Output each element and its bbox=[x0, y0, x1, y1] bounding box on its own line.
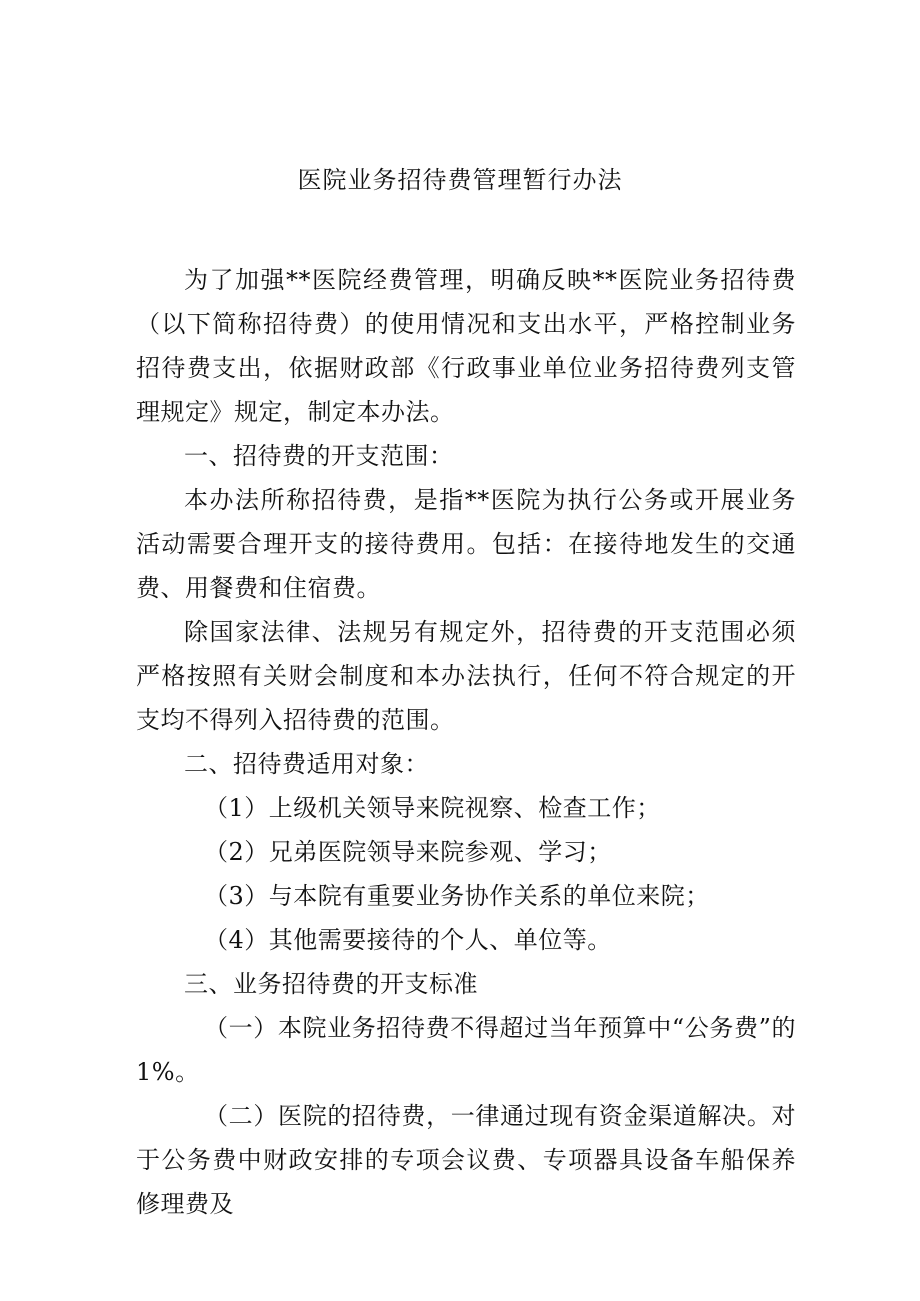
section-1-paragraph-2: 除国家法律、法规另有规定外，招待费的开支范围必须严格按照有关财会制度和本办法执行，任何不符合规定的开支均不得列入招待费的范围。 bbox=[136, 618, 796, 734]
section-1-paragraph-1: 本办法所称招待费，是指**医院为执行公务或开展业务活动需要合理开支的接待费用。包括：在接待地发生的交通费、用餐费和住宿费。 bbox=[136, 486, 796, 602]
section-3-item-1: （一）本院业务招待费不得超过当年预算中“公务费”的1%。 bbox=[136, 1014, 796, 1086]
section-2-item-4: （4）其他需要接待的个人、单位等。 bbox=[204, 926, 612, 954]
section-2-item-1: （1）上级机关领导来院视察、检查工作； bbox=[204, 794, 661, 822]
section-1-heading: 一、招待费的开支范围： bbox=[184, 442, 454, 470]
section-3-item-2: （二）医院的招待费，一律通过现有资金渠道解决。对于公务费中财政安排的专项会议费、专项器具设备车船保养修理费及 bbox=[136, 1102, 796, 1218]
section-3-heading: 三、业务招待费的开支标准 bbox=[184, 970, 478, 998]
document-title: 医院业务招待费管理暂行办法 bbox=[297, 166, 623, 194]
document-body bbox=[136, 258, 796, 1226]
section-2-item-3: （3）与本院有重要业务协作关系的单位来院； bbox=[204, 882, 710, 910]
intro-paragraph: 为了加强**医院经费管理，明确反映**医院业务招待费（以下简称招待费）的使用情况和支出水平，严格控制业务招待费支出，依据财政部《行政事业单位业务招待费列支管理规定》规定，制定本办法。 bbox=[136, 266, 796, 426]
section-2-heading: 二、招待费适用对象： bbox=[184, 750, 429, 778]
section-2-item-2: （2）兄弟医院领导来院参观、学习； bbox=[204, 838, 612, 866]
